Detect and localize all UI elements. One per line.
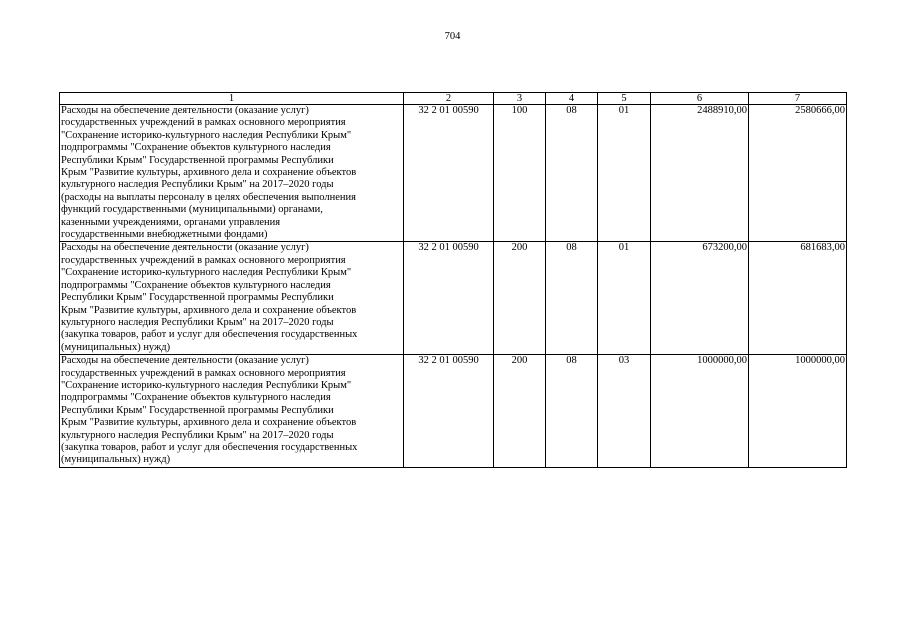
row-description: Расходы на обеспечение деятельности (оказание услуг) государственных учреждений в рамках основного мероприятия "Сохранение историко-культурного наследия Республики Крым" подпрограммы "Сохранение объектов культурного наследия Республики Крым" Государственной программы Республики Крым "Развитие культуры, архивного дела и сохранение объектов культурного наследия Республики Крым" на 2017–2020 годы (закупка товаров, работ и услуг для обеспечения государственных (муниципальных) нужд) bbox=[60, 242, 404, 355]
table-row bbox=[60, 105, 847, 242]
row-section: 08 bbox=[546, 242, 598, 355]
header-col-5: 5 bbox=[598, 93, 651, 105]
page-number: 704 bbox=[444, 31, 461, 42]
row-section: 08 bbox=[546, 355, 598, 468]
row-subsection: 03 bbox=[598, 355, 651, 468]
header-row bbox=[60, 93, 847, 105]
header-col-4: 4 bbox=[546, 93, 598, 105]
row-subsection: 01 bbox=[598, 105, 651, 242]
row-amount-1: 1000000,00 bbox=[651, 355, 749, 468]
row-subsection: 01 bbox=[598, 242, 651, 355]
header-col-2: 2 bbox=[404, 93, 494, 105]
row-section: 08 bbox=[546, 105, 598, 242]
header-col-1: 1 bbox=[60, 93, 404, 105]
header-col-3: 3 bbox=[494, 93, 546, 105]
row-type: 200 bbox=[494, 242, 546, 355]
row-code: 32 2 01 00590 bbox=[404, 105, 494, 242]
row-amount-1: 673200,00 bbox=[651, 242, 749, 355]
table-row bbox=[60, 242, 847, 355]
row-description: Расходы на обеспечение деятельности (оказание услуг) государственных учреждений в рамках основного мероприятия "Сохранение историко-культурного наследия Республики Крым" подпрограммы "Сохранение объектов культурного наследия Республики Крым" Государственной программы Республики Крым "Развитие культуры, архивного дела и сохранение объектов культурного наследия Республики Крым" на 2017–2020 годы (закупка товаров, работ и услуг для обеспечения государственных (муниципальных) нужд) bbox=[60, 355, 404, 468]
row-type: 200 bbox=[494, 355, 546, 468]
row-type: 100 bbox=[494, 105, 546, 242]
header-col-6: 6 bbox=[651, 93, 749, 105]
row-code: 32 2 01 00590 bbox=[404, 355, 494, 468]
row-description: Расходы на обеспечение деятельности (оказание услуг) государственных учреждений в рамках основного мероприятия "Сохранение историко-культурного наследия Республики Крым" подпрограммы "Сохранение объектов культурного наследия Республики Крым" Государственной программы Республики Крым "Развитие культуры, архивного дела и сохранение объектов культурного наследия Республики Крым" на 2017–2020 годы (расходы на выплаты персоналу в целях обеспечения выполнения функций государственными (муниципальными) органами, казенными учреждениями, органами управления государственными внебюджетными фондами) bbox=[60, 105, 404, 242]
row-amount-2: 2580666,00 bbox=[749, 105, 847, 242]
row-code: 32 2 01 00590 bbox=[404, 242, 494, 355]
budget-table bbox=[59, 92, 847, 468]
row-amount-2: 1000000,00 bbox=[749, 355, 847, 468]
table-row bbox=[60, 355, 847, 468]
header-col-7: 7 bbox=[749, 93, 847, 105]
row-amount-2: 681683,00 bbox=[749, 242, 847, 355]
row-amount-1: 2488910,00 bbox=[651, 105, 749, 242]
